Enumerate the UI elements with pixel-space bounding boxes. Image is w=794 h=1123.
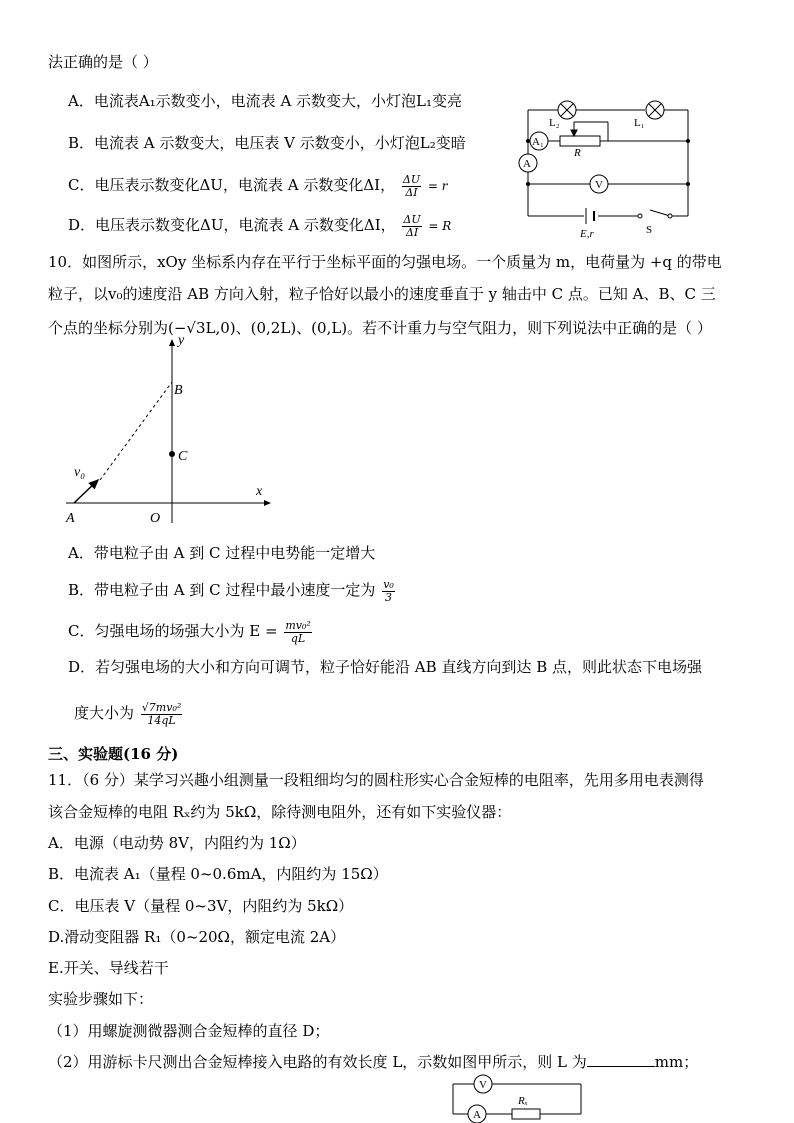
label-v0: v₀ <box>74 465 86 480</box>
instrument-d: D.滑动变阻器 R₁（0~20Ω，额定电流 2A） <box>48 928 346 946</box>
label-y: y <box>178 333 185 348</box>
label-c: C <box>178 449 188 464</box>
q9-option-b: B．电流表 A 示数变大，电压表 V 示数变小，小灯泡L₂变暗 <box>68 134 466 152</box>
q10-option-d-cont: 度大小为 $\frac{\text{√7mv₀²}}{14qL}$ <box>74 700 182 727</box>
q11-line-2: 该合金短棒的电阻 Rₓ约为 5kΩ，除待测电阻外，还有如下实验仪器： <box>48 803 512 821</box>
label-b: B <box>174 383 183 398</box>
instrument-e: E.开关、导线若干 <box>48 959 169 977</box>
label-s: S <box>646 224 653 236</box>
instrument-a: A．电源（电动势 8V，内阻约为 1Ω） <box>48 834 306 852</box>
label-a: A <box>473 1109 481 1121</box>
label-a: A <box>523 158 531 170</box>
steps-heading: 实验步骤如下： <box>48 990 154 1008</box>
q10-option-c: C．匀强电场的场强大小为 E = $\frac{\text{mv₀²}}{qL}$ <box>68 618 311 645</box>
instrument-c: C．电压表 V（量程 0~3V，内阻约为 5kΩ） <box>48 897 354 915</box>
q9-circuit-diagram <box>510 92 700 242</box>
q10-line-2: 粒子，以v₀的速度沿 AB 方向入射，粒子恰好以最小的速度垂直于 y 轴击中 C 点。已知 A、B、C 三 <box>48 285 716 303</box>
section-3-title: 三、实验题(16 分) <box>48 745 179 763</box>
label-r: R <box>574 147 581 159</box>
q9-option-a: A．电流表A₁示数变小，电流表 A 示数变大，小灯泡L₁变亮 <box>68 92 463 110</box>
label-x: x <box>256 484 263 499</box>
label-er: E,r <box>580 228 594 240</box>
q9-option-d: D．电压表示数变化ΔU，电流表 A 示数变化ΔI， $\frac{\Delta U}{\Delta I}$ = R <box>68 212 452 239</box>
label-a: A <box>66 511 75 526</box>
label-l1: L₁ <box>634 117 645 129</box>
q10-option-d: D．若匀强电场的大小和方向可调节，粒子恰好能沿 AB 直线方向到达 B 点，则此状态下电场强 <box>68 658 702 676</box>
point-c <box>169 451 175 457</box>
q10-option-a: A．带电粒子由 A 到 C 过程中电势能一定增大 <box>68 544 376 562</box>
label-rx: Rₓ <box>518 1095 528 1107</box>
q10-coordinate-graph <box>58 330 283 530</box>
q9-option-c: C．电压表示数变化ΔU，电流表 A 示数变化ΔI， $\frac{\Delta U}{\Delta I}$ = r <box>68 172 448 199</box>
label-l2: L₂ <box>549 117 560 129</box>
q11-line-1: 11．（6 分）某学习兴趣小组测量一段粗细均匀的圆柱形实心合金短棒的电阻率，先用多用电表测得 <box>48 771 704 789</box>
step-2: （2）用游标卡尺测出合金短棒接入电路的有效长度 L，示数如图甲所示，则 L 为 mm； <box>48 1053 699 1071</box>
q10-line-1: 10．如图所示，xOy 坐标系内存在平行于坐标平面的匀强电场。一个质量为 m，电荷量为 +q 的带电 <box>48 253 722 271</box>
label-v: V <box>595 179 603 191</box>
step-1: （1）用螺旋测微器测合金短棒的直径 D； <box>48 1022 330 1040</box>
q10-option-b: B．带电粒子由 A 到 C 过程中最小速度一定为 $\frac{\text{v₀}}{3}$ <box>68 577 394 604</box>
label-v: V <box>479 1079 487 1091</box>
q9-lead: 法正确的是（ ） <box>48 53 158 71</box>
label-a1: A₁ <box>532 136 544 148</box>
bottom-circuit <box>445 1072 590 1123</box>
label-o: O <box>150 511 161 526</box>
q10-line-3: 个点的坐标分别为(−√3L,0)、(0,2L)、(0,L)。若不计重力与空气阻力，则下列说法中正确的是（ ） <box>48 319 712 337</box>
instrument-b: B．电流表 A₁（量程 0~0.6mA，内阻约为 15Ω） <box>48 865 388 883</box>
answer-blank[interactable] <box>587 1052 655 1067</box>
